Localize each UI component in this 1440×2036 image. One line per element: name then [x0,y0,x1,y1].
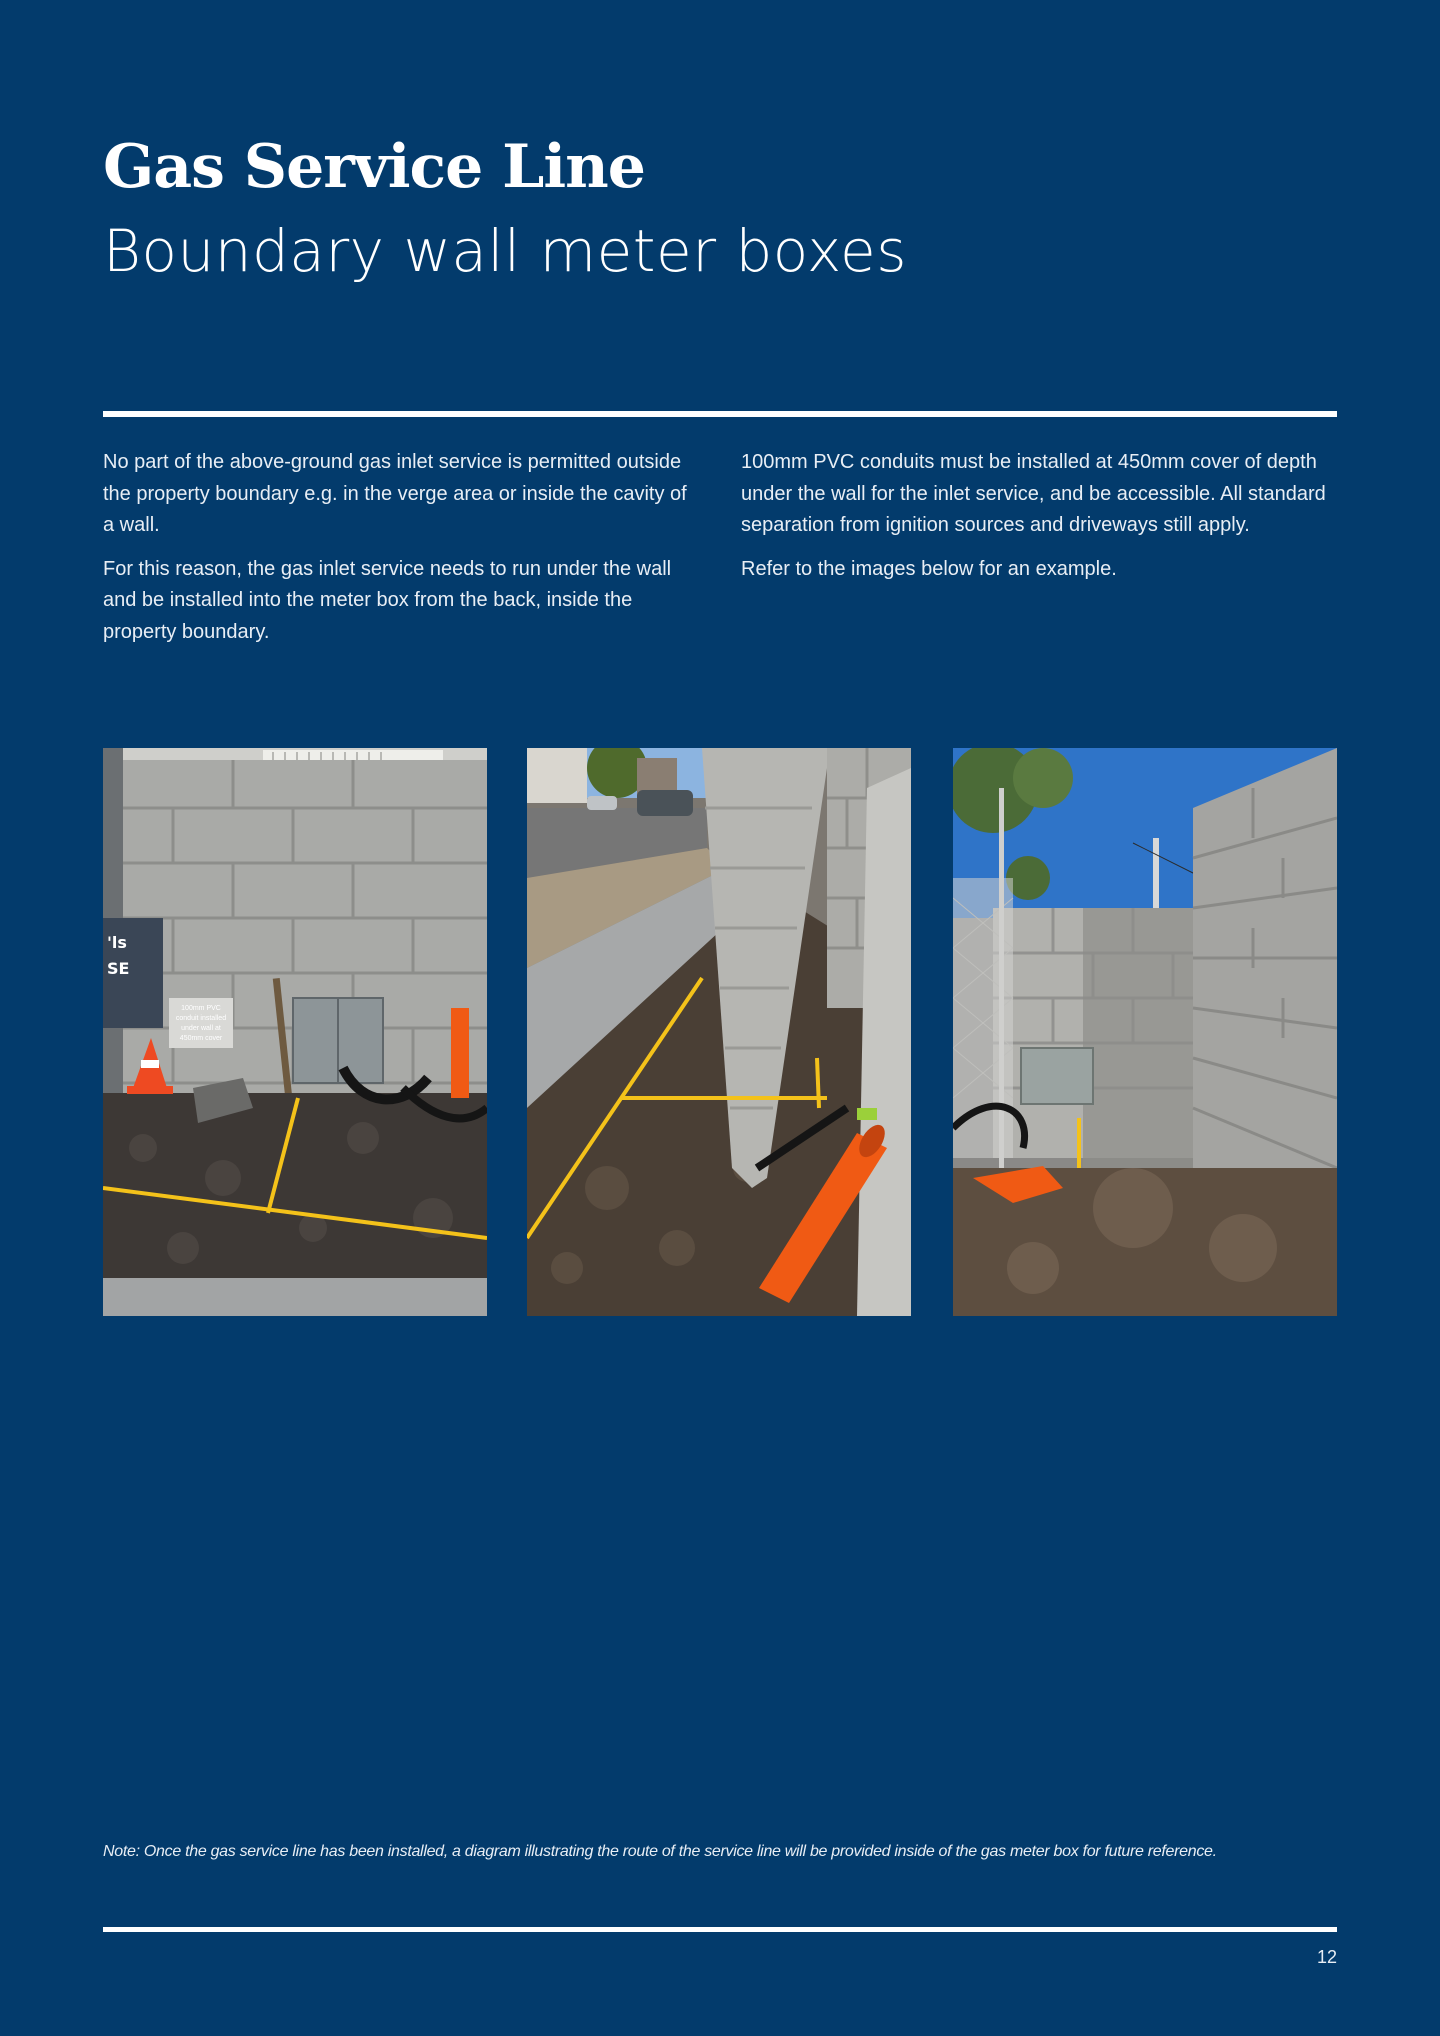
page-number: 12 [1316,1947,1337,1967]
sign-line: 100mm PVC [181,1005,221,1012]
paragraph: No part of the above-ground gas inlet service is permitted outside the property boundary e.g. in the verge area or inside the cavity of a wall. [103,451,687,536]
paragraph: 100mm PVC conduits must be installed at 450mm cover of depth under the wall for the inlet service, and be accessible. All standard separation from ignition sources and driveways still apply. [741,451,1326,536]
svg-text:SE: SE [107,959,130,978]
sign-line: under wall at [181,1025,221,1032]
photo-conduit-under-pillar [527,748,911,1316]
page-title: Gas Service Line [103,132,645,202]
page-subtitle: Boundary wall meter boxes [103,217,907,285]
top-divider [103,411,1337,417]
paragraph: For this reason, the gas inlet service needs to run under the wall and be installed into the meter box from the back, inside the property boundary. [103,557,672,643]
sign-line: conduit installed [175,1015,227,1022]
left-text-column [103,447,703,660]
right-text-column [741,447,1341,597]
sign-line: 450mm cover [179,1035,223,1042]
photo-meter-box-wall [103,748,487,1316]
footer-note: Note: Once the gas service line has been installed, a diagram illustrating the route of the service line will be provided inside of the gas meter box for future reference. [103,1843,1217,1860]
paragraph: Refer to the images below for an example. [741,557,1117,580]
bottom-divider [103,1927,1337,1932]
photo-corner-meter-box [953,748,1337,1316]
svg-text:'ls: 'ls [107,933,127,952]
